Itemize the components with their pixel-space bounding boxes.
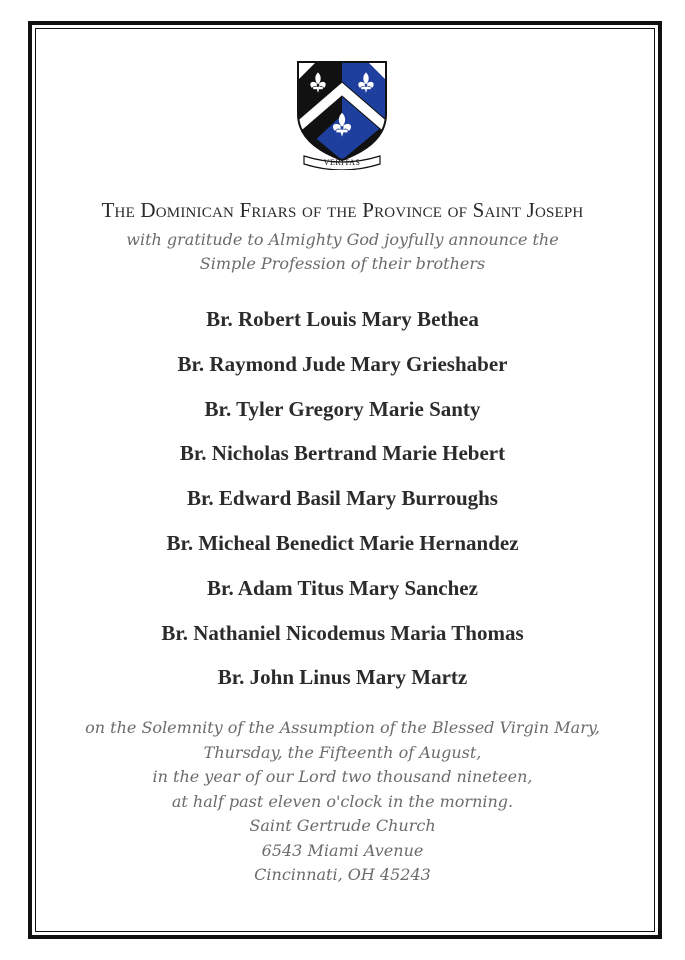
details-line: in the year of our Lord two thousand nineteen,: [152, 767, 533, 786]
event-details: [40, 716, 645, 888]
details-line: on the Solemnity of the Assumption of the Blessed Virgin Mary,: [85, 718, 600, 737]
church-city: Cincinnati, OH 45243: [254, 865, 431, 884]
brother-name: Br. Adam Titus Mary Sanchez: [207, 575, 478, 600]
brother-name: Br. Tyler Gregory Marie Santy: [204, 396, 481, 421]
intro: [40, 228, 645, 276]
brothers-list: [40, 302, 645, 705]
brother-name: Br. Nicholas Bertrand Marie Hebert: [179, 441, 506, 466]
brother-name: Br. Edward Basil Mary Burroughs: [187, 486, 498, 511]
brother-name: Br. Robert Louis Mary Bethea: [206, 307, 479, 331]
details-line: at half past eleven o'clock in the morning.: [171, 791, 514, 811]
brother-name: Br. Raymond Jude Mary Grieshaber: [177, 351, 508, 376]
intro-line: Simple Profession of their brothers: [199, 254, 486, 273]
brother-name: Br. John Linus Mary Martz: [217, 665, 468, 690]
brother-name: Br. Micheal Benedict Marie Hernandez: [166, 530, 519, 555]
church-street: 6543 Miami Avenue: [261, 840, 424, 860]
church-name: Saint Gertrude Church: [249, 816, 436, 835]
intro-line: with gratitude to Almighty God joyfully announce the: [126, 230, 559, 249]
crest-motto: VERITAS: [323, 158, 361, 167]
heading: The Dominican Friars of the Province of Saint Joseph: [101, 198, 584, 222]
dominican-crest-icon: [294, 60, 390, 170]
brother-name: Br. Nathaniel Nicodemus Maria Thomas: [161, 620, 524, 645]
details-line: Thursday, the Fifteenth of August,: [203, 742, 482, 762]
